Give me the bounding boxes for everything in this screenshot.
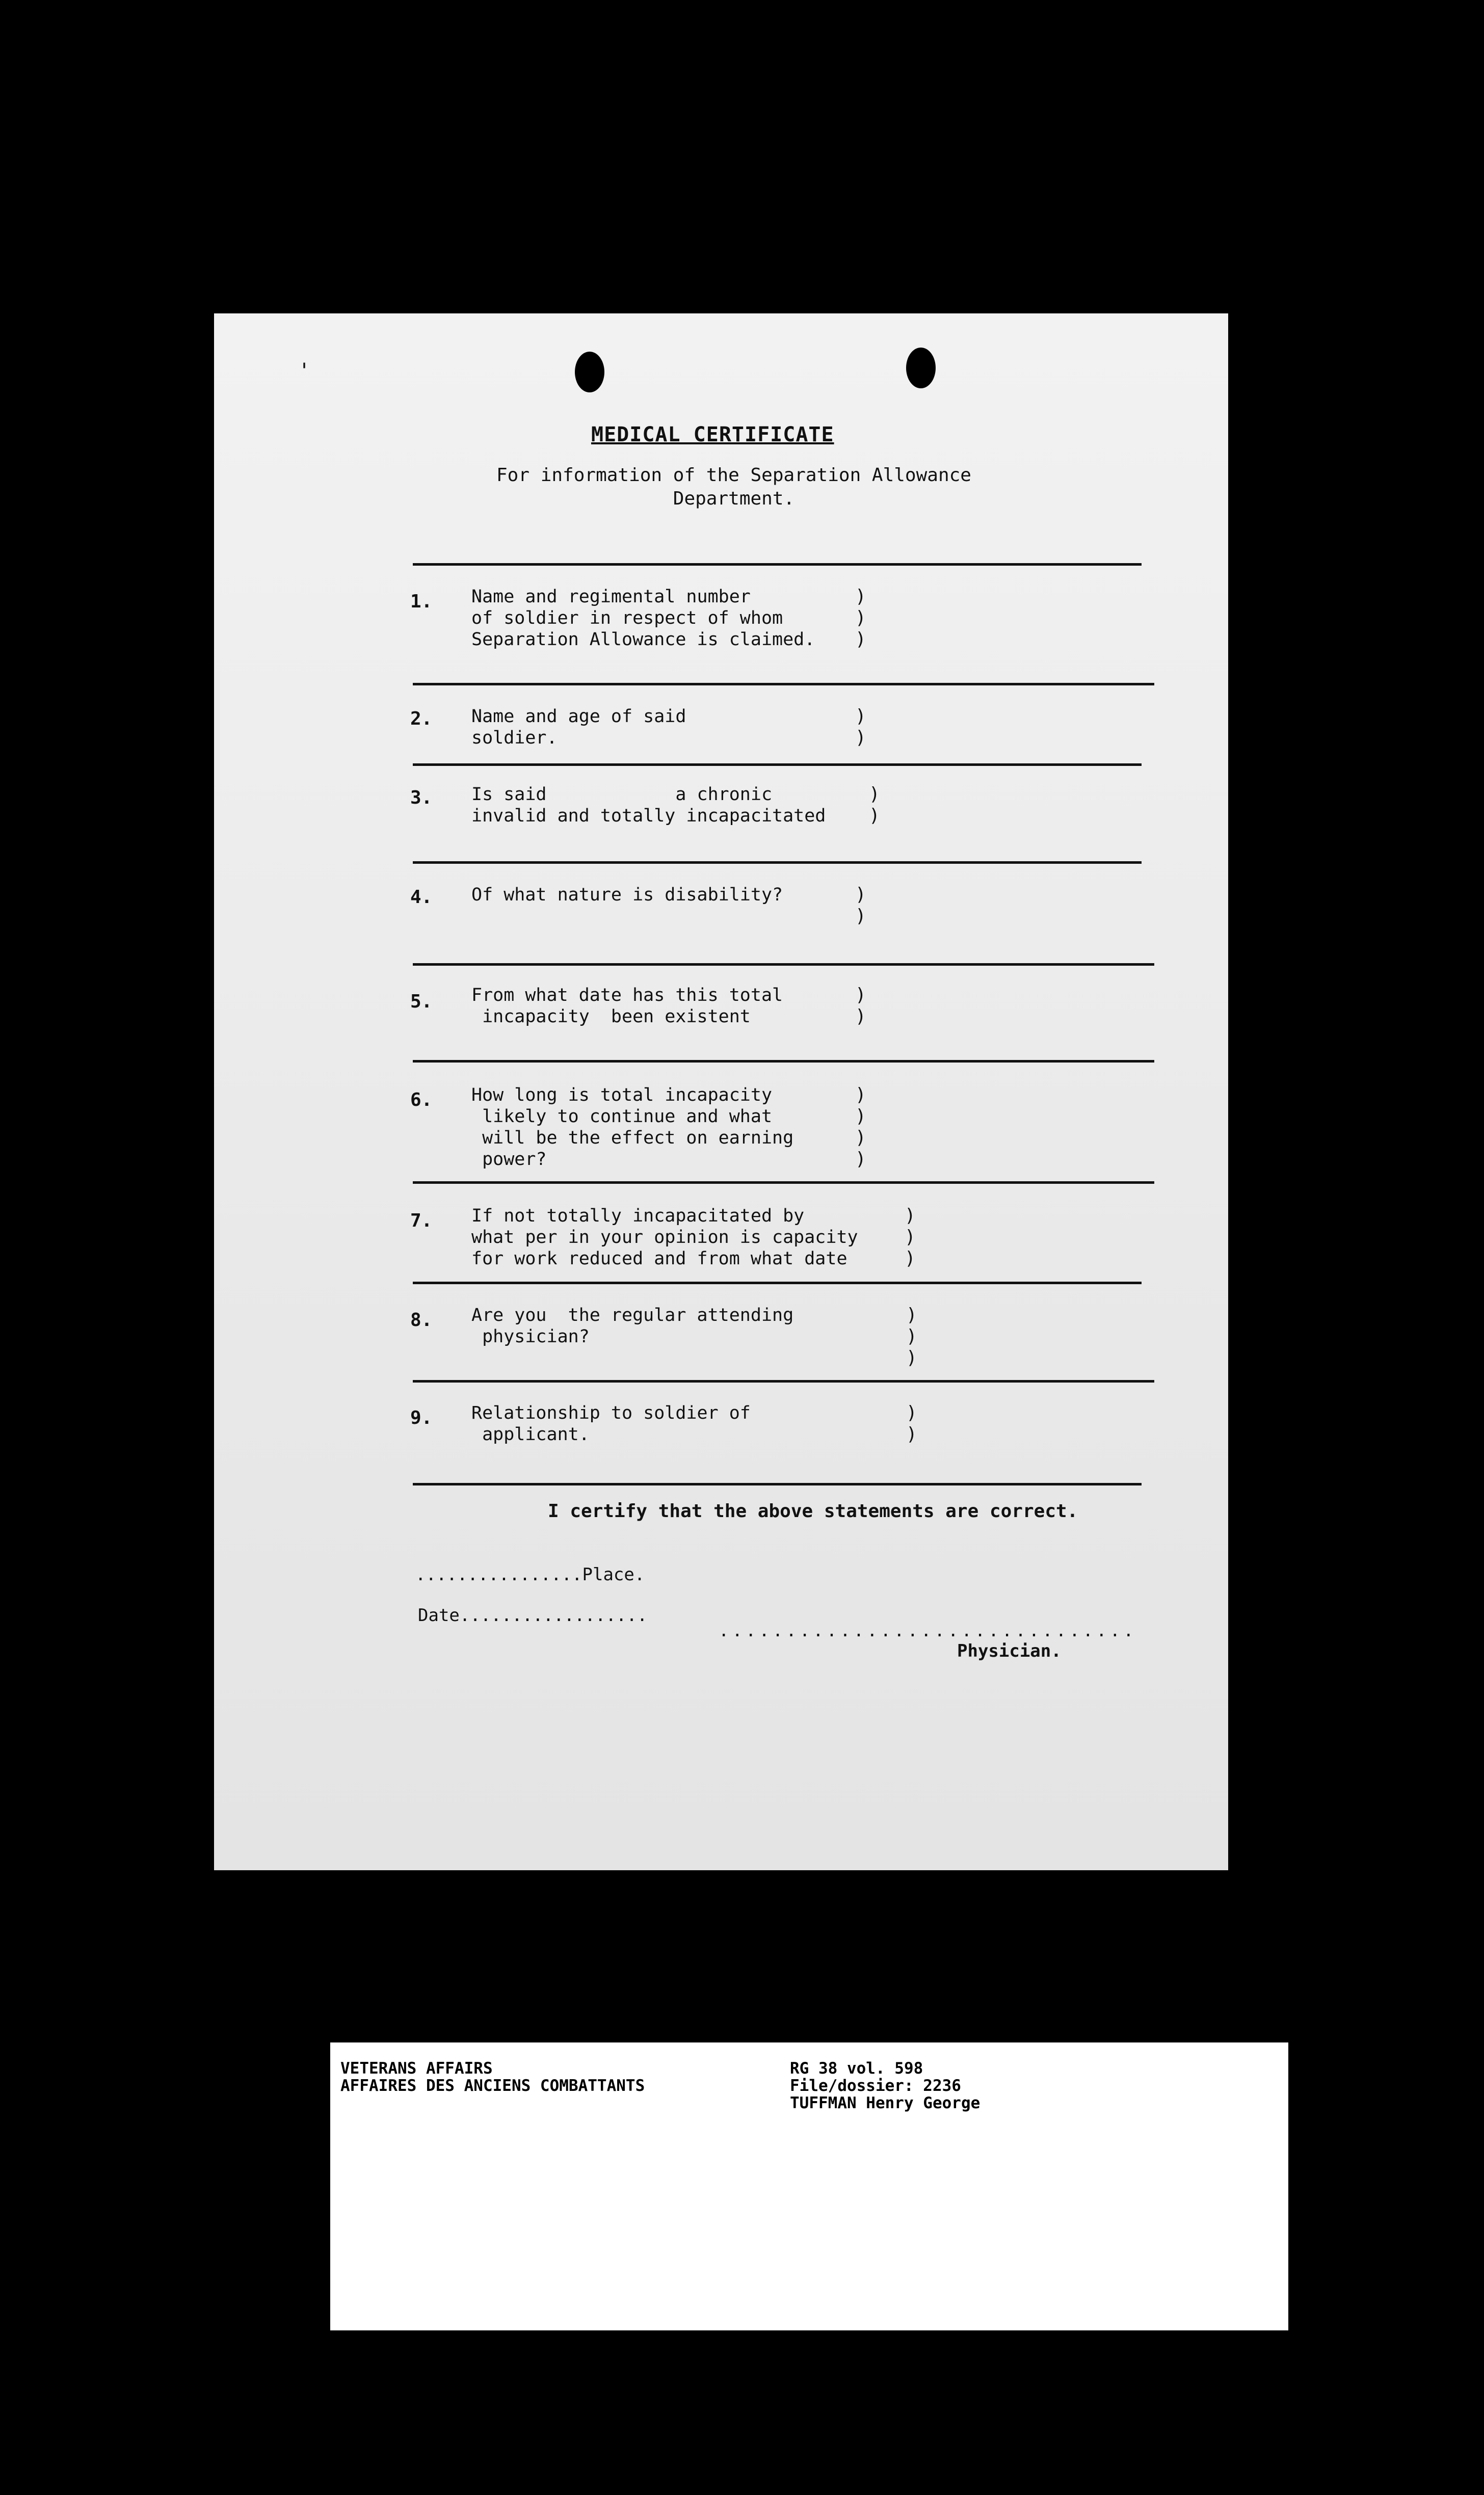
- question-line: will be the effect on earning: [471, 1128, 794, 1148]
- separator-rule: [413, 1483, 1142, 1485]
- punch-hole-right: [906, 348, 936, 388]
- question-text: [471, 586, 815, 650]
- archive-label-right: [790, 2060, 980, 2112]
- bracket: ) ) ): [905, 1205, 916, 1269]
- archive-name: TUFFMAN Henry George: [790, 2094, 980, 2112]
- separator-rule: [413, 563, 1142, 566]
- question-number: 8.: [410, 1310, 433, 1331]
- question-text: [471, 985, 783, 1027]
- physician-label: Physician.: [957, 1641, 1062, 1661]
- question-line: Relationship to soldier of: [471, 1403, 751, 1423]
- subtitle-line-1: For information of the Separation Allowance: [496, 465, 971, 486]
- bracket: ) ): [855, 706, 866, 748]
- separator-rule: [413, 1282, 1142, 1284]
- question-line: incapacity been existent: [471, 1006, 751, 1027]
- bracket: ) ) ) ): [855, 1084, 866, 1170]
- question-line: for work reduced and from what date: [471, 1249, 847, 1269]
- question-number: 9.: [410, 1408, 433, 1428]
- bracket: ) ) ): [855, 586, 866, 650]
- question-number: 2.: [410, 708, 433, 729]
- question-text: [471, 884, 783, 906]
- question-text: [471, 1084, 793, 1170]
- question-number: 1.: [410, 591, 433, 612]
- question-text: [471, 784, 826, 827]
- question-line: Is said a chronic: [471, 784, 773, 805]
- question-text: [471, 706, 686, 749]
- separator-rule: [413, 1380, 1154, 1383]
- question-number: 4.: [410, 887, 433, 908]
- question-text: [471, 1205, 858, 1269]
- question-line: soldier.: [471, 728, 558, 748]
- question-line: Name and regimental number: [471, 587, 751, 607]
- archive-dept-fr: AFFAIRES DES ANCIENS COMBATTANTS: [340, 2077, 645, 2095]
- archive-file: File/dossier: 2236: [790, 2077, 961, 2095]
- certification-statement: I certify that the above statements are correct.: [548, 1501, 1078, 1522]
- question-number: 3.: [410, 787, 433, 808]
- question-line: physician?: [471, 1326, 590, 1347]
- question-number: 5.: [410, 991, 433, 1012]
- question-line: what per in your opinion is capacity: [471, 1227, 858, 1248]
- archive-volume: RG 38 vol. 598: [790, 2059, 923, 2078]
- question-line: Are you the regular attending: [471, 1305, 794, 1325]
- question-line: power?: [471, 1149, 547, 1170]
- question-line: Name and age of said: [471, 706, 686, 727]
- question-line: invalid and totally incapacitated: [471, 806, 826, 826]
- signature-line: ...............................: [719, 1621, 1137, 1641]
- archive-dept-en: VETERANS AFFAIRS: [340, 2059, 493, 2078]
- certificate-title: MEDICAL CERTIFICATE: [591, 423, 834, 446]
- question-line: From what date has this total: [471, 985, 783, 1005]
- separator-rule: [413, 963, 1154, 966]
- question-line: If not totally incapacitated by: [471, 1206, 805, 1226]
- place-line: ................Place.: [415, 1564, 645, 1585]
- bracket: ) ): [855, 884, 866, 926]
- question-number: 6.: [410, 1090, 433, 1110]
- separator-rule: [413, 1060, 1154, 1063]
- separator-rule: [413, 1181, 1154, 1184]
- question-text: [471, 1305, 793, 1347]
- bracket: ) ) ): [906, 1305, 917, 1368]
- question-line: How long is total incapacity: [471, 1085, 773, 1105]
- question-line: likely to continue and what: [471, 1106, 773, 1127]
- question-number: 7.: [410, 1210, 433, 1231]
- bracket: ) ): [906, 1402, 917, 1445]
- question-line: applicant.: [471, 1424, 590, 1445]
- separator-rule: [413, 763, 1142, 766]
- question-text: [471, 1402, 751, 1445]
- certificate-subtitle: [469, 464, 999, 511]
- question-line: Of what nature is disability?: [471, 885, 783, 905]
- question-line: of soldier in respect of whom: [471, 608, 783, 628]
- archive-label-left: [340, 2060, 645, 2094]
- date-line: Date..................: [418, 1605, 648, 1626]
- separator-rule: [413, 861, 1142, 864]
- question-line: Separation Allowance is claimed.: [471, 629, 815, 650]
- punch-hole-left: [575, 352, 604, 392]
- stray-mark: ': [298, 359, 311, 383]
- bracket: ) ): [855, 985, 866, 1027]
- separator-rule: [413, 683, 1154, 685]
- bracket: ) ): [869, 784, 880, 826]
- subtitle-line-2: Department.: [673, 488, 795, 509]
